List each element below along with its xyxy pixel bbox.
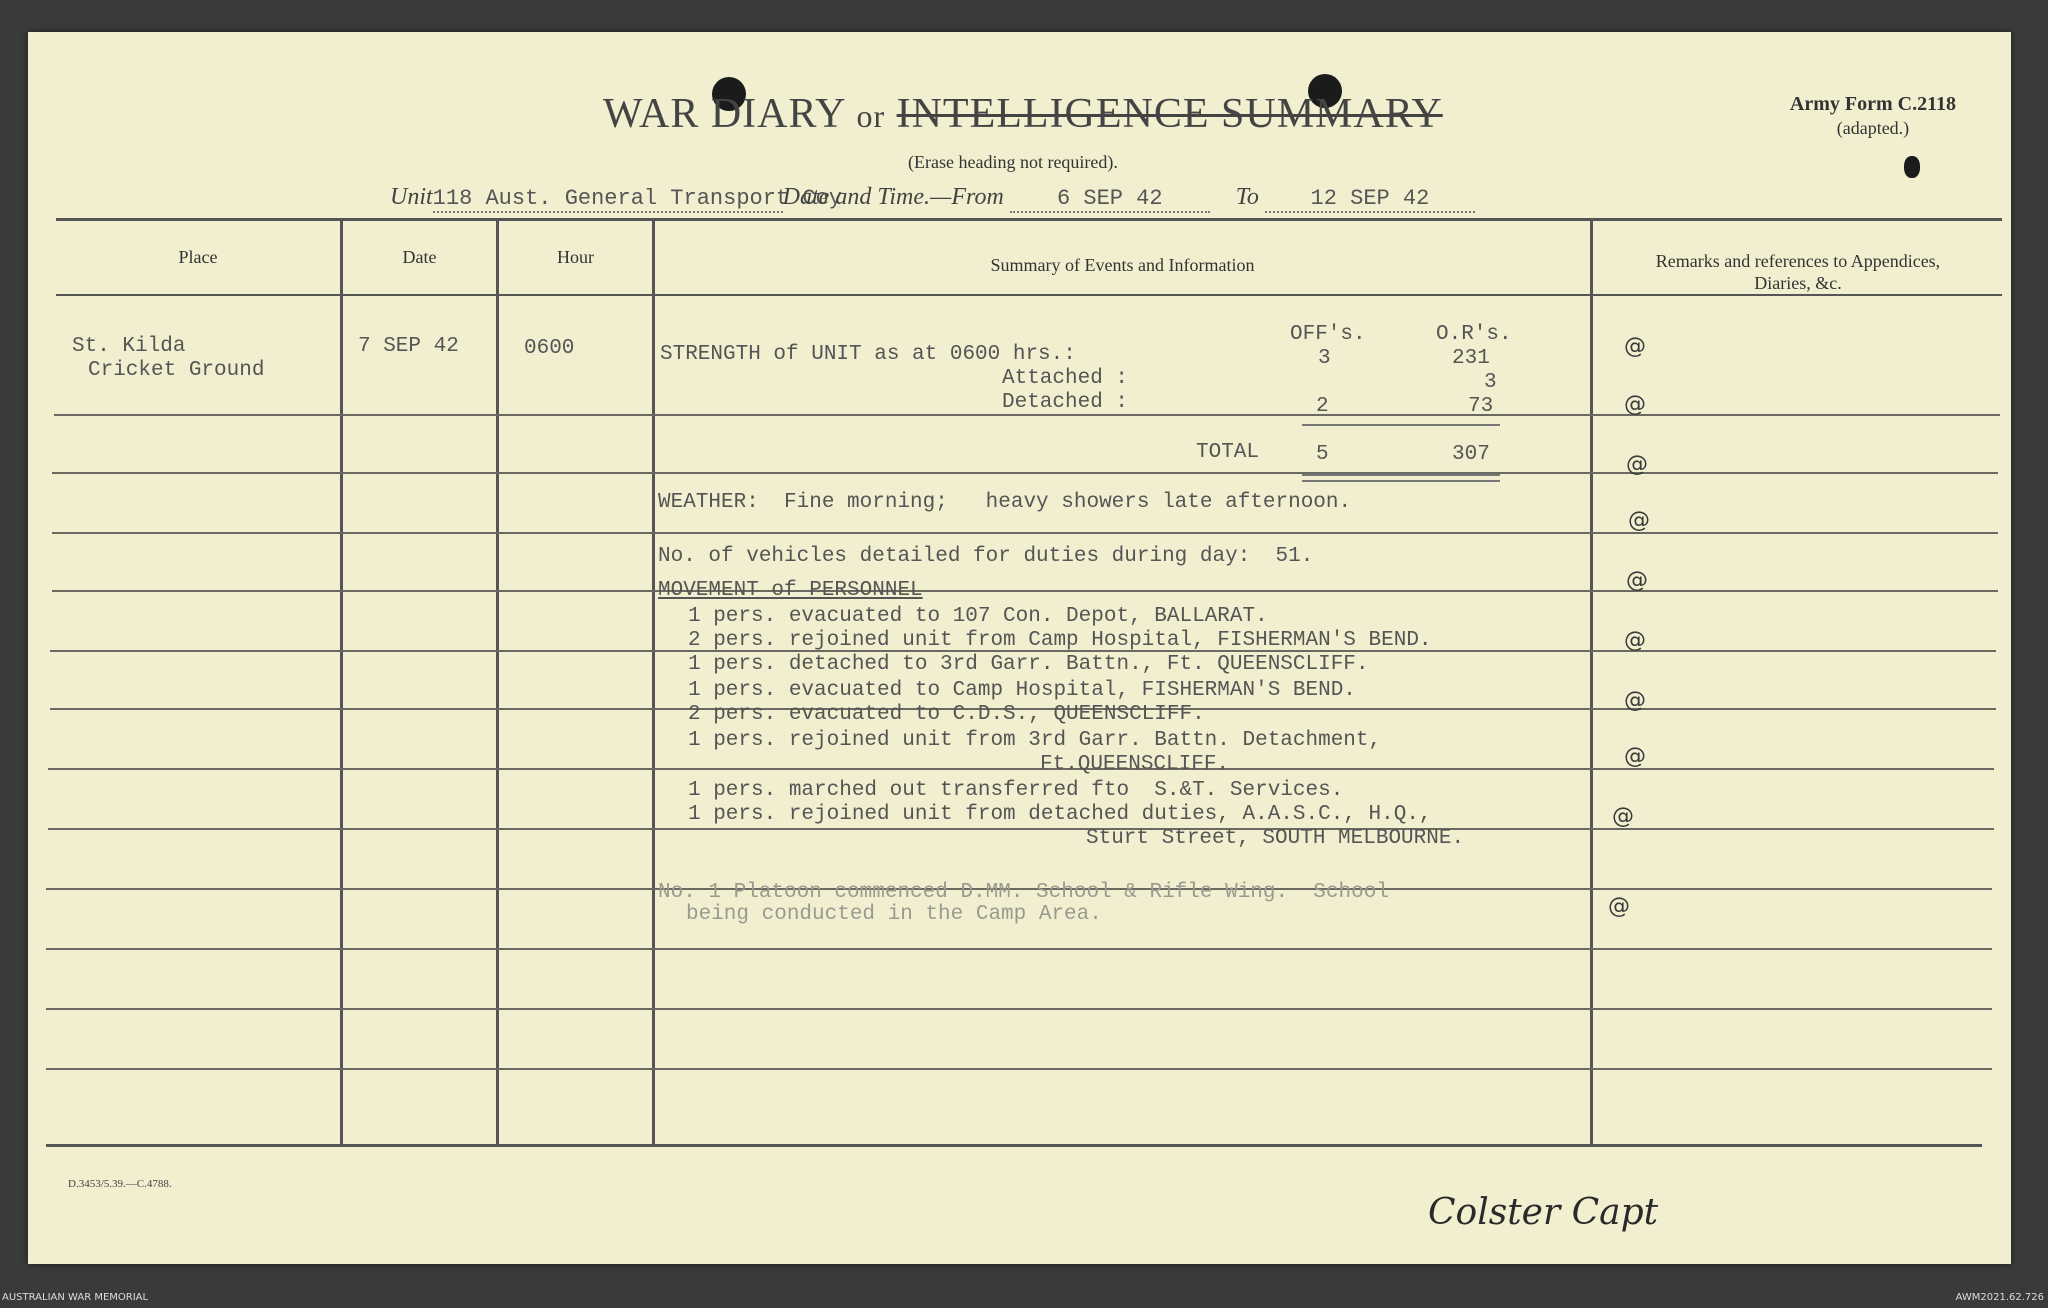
strength-detached-offs: 2 — [1316, 395, 1329, 418]
title-war-diary: WAR DIARY — [603, 91, 845, 137]
strength-row-attached: Attached : — [1002, 367, 1129, 390]
date-to: 12 SEP 42 — [1265, 186, 1475, 213]
remark-mark: @ — [1624, 334, 1646, 359]
movement-line-2: 2 pers. rejoined unit from Camp Hospital, FISHERMAN'S BEND. — [688, 629, 1432, 652]
movement-line-3: 1 pers. detached to 3rd Garr. Battn., Ft. QUEENSCLIFF. — [688, 653, 1369, 676]
movement-line-8b: Sturt Street, SOUTH MELBOURNE. — [1086, 827, 1465, 850]
entry-date: 7 SEP 42 — [358, 335, 459, 358]
remark-mark: @ — [1624, 628, 1646, 653]
movement-heading: MOVEMENT of PERSONNEL — [658, 579, 923, 602]
form-adapted: (adapted.) — [1836, 118, 1910, 138]
row-line — [48, 828, 1994, 830]
strength-total-label: TOTAL — [1196, 441, 1260, 464]
strength-total-offs: 5 — [1316, 443, 1329, 466]
form-number: Army Form C.2118 — [1789, 93, 1956, 115]
table-top-rule — [56, 218, 2002, 221]
strength-total-ors: 307 — [1452, 443, 1490, 466]
title-intelligence-summary: INTELLIGENCE SUMMARY — [896, 91, 1443, 137]
movement-line-1: 1 pers. evacuated to 107 Con. Depot, BALLARAT. — [688, 605, 1268, 628]
remark-mark: @ — [1626, 452, 1648, 477]
signature: Colster Capt — [1428, 1192, 1659, 1233]
row-line — [52, 590, 1998, 592]
col-head-date: Date — [402, 247, 437, 267]
total-double-rule-2 — [1302, 480, 1500, 482]
remark-mark: @ — [1624, 744, 1646, 769]
date-label: Date and Time.—From — [782, 184, 1004, 210]
weather-line: WEATHER: Fine morning; heavy showers late afternoon. — [658, 491, 1352, 514]
row-line — [52, 472, 1998, 474]
entry-hour: 0600 — [524, 337, 575, 360]
title-or: or — [856, 98, 886, 134]
header-bottom-rule — [56, 294, 2002, 296]
strength-detached-ors: 73 — [1468, 395, 1494, 418]
row-line — [48, 768, 1994, 770]
remark-mark: @ — [1626, 568, 1648, 593]
row-line — [46, 1068, 1992, 1070]
col-head-hour: Hour — [557, 247, 594, 267]
col-head-remarks: Remarks and references to Appendices, Diaries, &c. — [1655, 251, 1941, 293]
movement-line-6b: Ft.QUEENSCLIFF. — [1040, 753, 1230, 776]
remark-mark: @ — [1612, 804, 1634, 829]
footer-accession: AWM2021.62.726 — [1955, 1292, 2044, 1303]
movement-line-6: 1 pers. rejoined unit from 3rd Garr. Battn. Detachment, — [688, 729, 1382, 752]
movement-line-8: 1 pers. rejoined unit from detached duties, A.A.S.C., H.Q., — [688, 803, 1432, 826]
movement-line-7: 1 pers. marched out transferred fto S.&T. Services. — [688, 779, 1344, 802]
strength-unit-ors: 231 — [1452, 347, 1490, 370]
strength-unit-offs: 3 — [1318, 347, 1331, 370]
place-line-2: Cricket Ground — [88, 359, 265, 382]
footer-institution: AUSTRALIAN WAR MEMORIAL — [2, 1292, 149, 1303]
unit-value: 118 Aust. General Transport Coy — [432, 186, 842, 211]
date-from: 6 SEP 42 — [1010, 186, 1210, 213]
remark-mark: @ — [1624, 392, 1646, 417]
table-bottom-rule — [46, 1144, 1982, 1147]
strength-row-unit: STRENGTH of UNIT as at 0600 hrs.: — [660, 343, 1076, 366]
army-form-number — [1790, 92, 1956, 140]
row-line — [52, 532, 1998, 534]
col-head-place: Place — [178, 247, 218, 267]
platoon-line-1: No. 1 Platoon commenced D.MM. School & Rifle Wing. School — [658, 881, 1389, 904]
total-rule — [1302, 424, 1500, 426]
platoon-line-2: being conducted in the Camp Area. — [686, 903, 1102, 926]
strength-row-detached: Detached : — [1002, 391, 1129, 414]
erase-note: (Erase heading not required). — [908, 152, 1118, 172]
movement-line-5: 2 pers. evacuated to C.D.S., QUEENSCLIFF. — [688, 703, 1205, 726]
place-line-1: St. Kilda — [72, 335, 186, 358]
total-double-rule-1 — [1302, 474, 1500, 476]
remark-mark: @ — [1628, 508, 1650, 533]
unit-label: Unit — [390, 184, 433, 210]
strength-col-offs: OFF's. — [1290, 323, 1366, 346]
form-title — [603, 90, 1443, 138]
remark-mark: @ — [1624, 688, 1646, 713]
to-label: To — [1235, 184, 1259, 210]
tear-hole — [1904, 156, 1920, 178]
strength-col-ors: O.R's. — [1436, 323, 1512, 346]
vehicles-line: No. of vehicles detailed for duties during day: 51. — [658, 545, 1314, 568]
unit-line — [390, 184, 1475, 213]
col-head-summary: Summary of Events and Information — [990, 255, 1255, 275]
print-code: D.3453/5.39.—C.4788. — [68, 1178, 172, 1190]
war-diary-page — [28, 32, 2011, 1264]
row-line — [46, 948, 1992, 950]
row-line — [46, 1008, 1992, 1010]
movement-line-4: 1 pers. evacuated to Camp Hospital, FISHERMAN'S BEND. — [688, 679, 1356, 702]
remark-mark: @ — [1608, 894, 1630, 919]
strength-attached-ors: 3 — [1484, 371, 1497, 394]
